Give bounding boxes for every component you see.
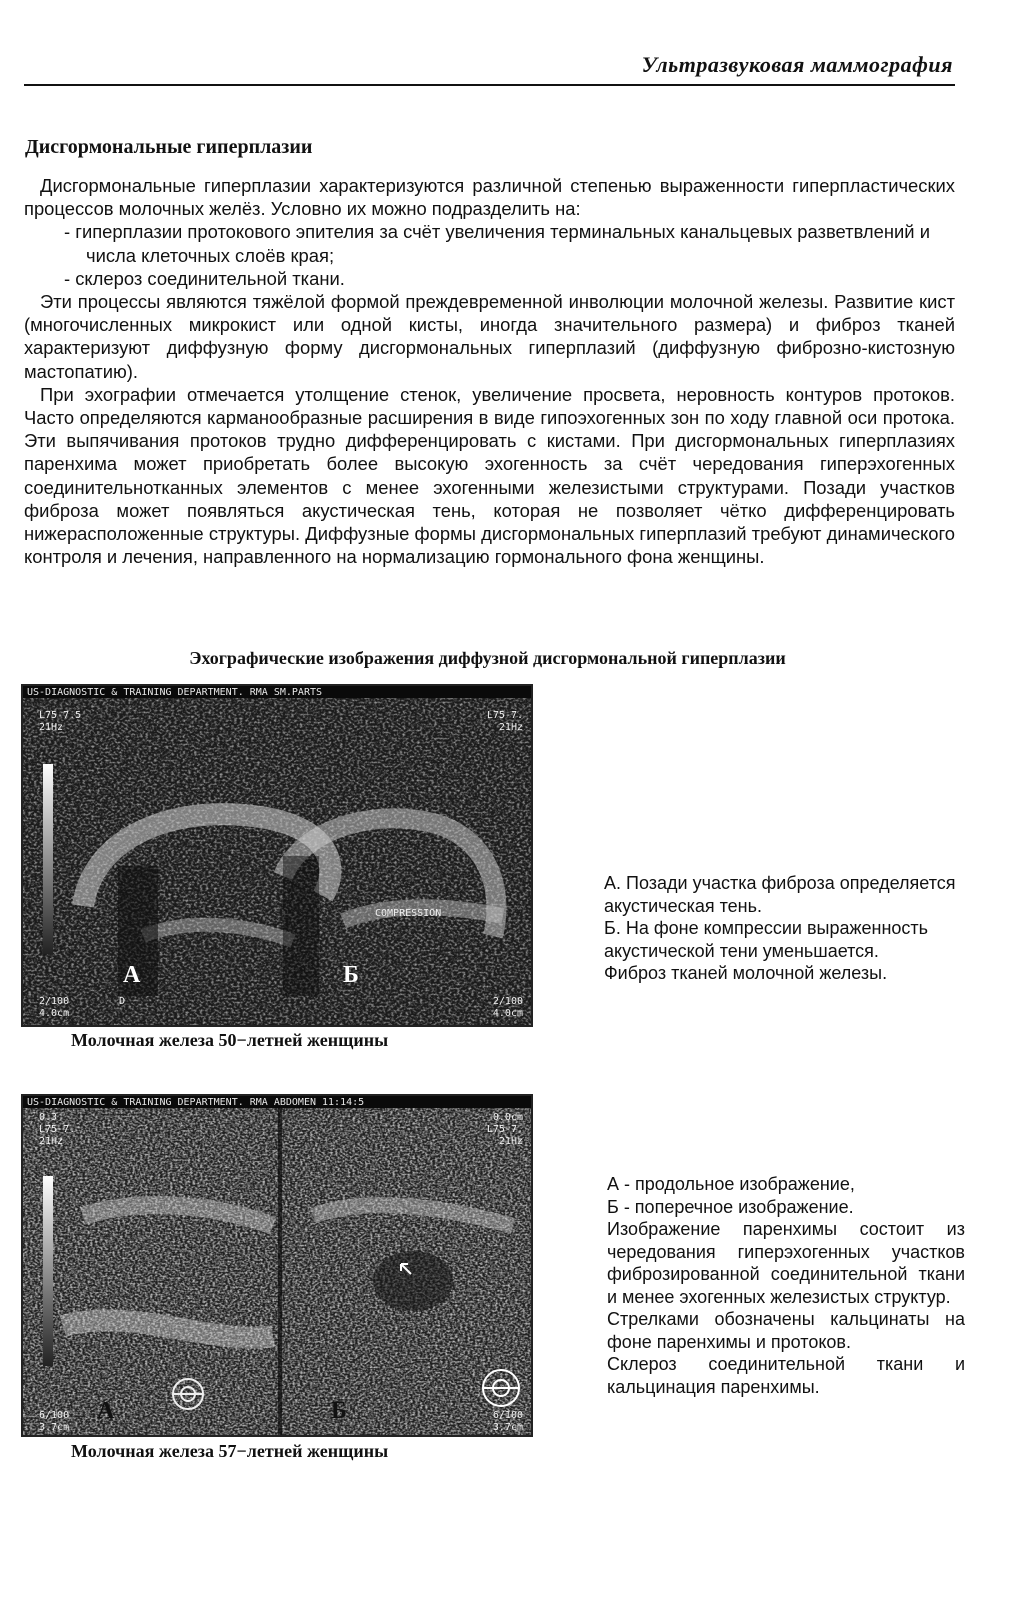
ultrasound-image-2 bbox=[21, 1094, 533, 1437]
depth-label-right: 3.7cm bbox=[492, 1422, 523, 1433]
paragraph-involution: Эти процессы являются тяжёлой формой преждевременной инволюции молочной железы. Развитие кист (многочисленных микрокист или одной кисты, иногда значительного размера) и фиброз тканей характеризуют диффузную форму дисгормональных гиперплазий (диффузную фиброзно-кистозную мастопатию). bbox=[24, 291, 955, 382]
figures-heading: Эхографические изображения диффузной дисгормональной гиперплазии bbox=[189, 648, 786, 668]
panel-label-b: Б bbox=[343, 962, 359, 988]
scan-header: US-DIAGNOSTIC & TRAINING DEPARTMENT. RMA ABDOMEN 11:14:5 bbox=[27, 1097, 365, 1108]
panel-label-a: А bbox=[97, 1398, 115, 1424]
note-line: А. Позади участка фиброза определяется акустическая тень. bbox=[604, 873, 956, 916]
note-line: Б. На фоне компрессии выраженность акустической тени уменьшается. bbox=[604, 918, 929, 961]
list-item: - склероз соединительной ткани. bbox=[64, 267, 955, 290]
figure-2-notes bbox=[607, 1173, 965, 1398]
gain-label-right: 2/100 bbox=[492, 996, 523, 1007]
figure-1-notes bbox=[604, 872, 956, 985]
scan-header: US-DIAGNOSTIC & TRAINING DEPARTMENT. RMA SM.PARTS bbox=[27, 687, 323, 698]
gain-label-right: 6/100 bbox=[492, 1410, 523, 1421]
probe-label-right: L75-7. bbox=[486, 710, 523, 721]
note-line: А - продольное изображение, bbox=[607, 1174, 855, 1194]
body-text bbox=[24, 174, 955, 568]
section-title: Дисгормональные гиперплазии bbox=[25, 136, 313, 158]
depth-label-left: 3.7cm bbox=[39, 1422, 70, 1433]
ultrasound-image-1 bbox=[21, 684, 533, 1027]
probe-label-left: L75-7.5 bbox=[39, 710, 82, 721]
gain-label-left: 2/100 bbox=[39, 996, 70, 1007]
d-label: D bbox=[119, 996, 126, 1007]
depth-top-right: 0.0cm bbox=[492, 1112, 523, 1123]
note-line: Стрелками обозначены кальцинаты на фоне паренхимы и протоков. bbox=[607, 1309, 965, 1352]
depth-label-left: 4.0cm bbox=[39, 1008, 70, 1019]
running-head-title: Ультразвуковая маммография bbox=[641, 52, 953, 77]
frequency-label-left: 21Hz bbox=[39, 1136, 64, 1147]
probe-label-right: L75-7. bbox=[486, 1124, 523, 1135]
frequency-label-left: 21Hz bbox=[39, 722, 64, 733]
compression-label: COMPRESSION bbox=[375, 908, 442, 919]
note-line: Фиброз тканей молочной железы. bbox=[604, 963, 888, 983]
ultrasound-scan-2 bbox=[23, 1096, 531, 1435]
note-line: Б - поперечное изображение. bbox=[607, 1196, 854, 1217]
ultrasound-scan-1 bbox=[23, 686, 531, 1025]
gain-label-left: 6/100 bbox=[39, 1410, 70, 1421]
frequency-label-right: 21Hz bbox=[498, 1136, 523, 1147]
figure-1-caption: Молочная железа 50−летней женщины bbox=[71, 1030, 389, 1050]
depth-label-right: 4.0cm bbox=[492, 1008, 523, 1019]
paragraph-echography: При эхографии отмечается утолщение стенок, увеличение просвета, неровность контуров протоков. Часто определяются карманообразные расширения в виде гипоэхогенных зон по ходу главной оси протока. Эти выпячивания протоков трудно дифференцировать с кистами. При дисгормональных гиперплазиях паренхима может приобретать более высокую эхогенность за счёт чередования гиперэхогенных соединительнотканных элементов с менее эхогенными железистыми структурами. Позади участков фиброза может появляться акустическая тень, которая не позволяет чётко дифференцировать нижерасположенные структуры. Диффузные формы дисгормональных гиперплазий требуют динамического контроля и лечения, направленного на нормализацию гормонального фона женщины. bbox=[24, 383, 955, 568]
panel-label-a: А bbox=[123, 962, 141, 988]
subtype-list bbox=[24, 220, 955, 290]
frequency-label-right: 21Hz bbox=[498, 722, 523, 733]
running-head bbox=[24, 48, 955, 86]
panel-label-b: Б bbox=[331, 1398, 347, 1424]
note-line: Склероз соединительной ткани и кальцинация паренхимы. bbox=[607, 1354, 965, 1397]
list-item: - гиперплазии протокового эпителия за счёт увеличения терминальных канальцевых разветвлений и числа клеточных слоёв края; bbox=[64, 220, 955, 266]
probe-label-left: L75-7. bbox=[39, 1124, 76, 1135]
figure-2-caption: Молочная железа 57−летней женщины bbox=[71, 1441, 389, 1461]
note-line: Изображение паренхимы состоит из чередования гиперэхогенных участков фиброзированной соединительной ткани и менее эхогенных железистых структур. bbox=[607, 1219, 965, 1307]
depth-top-left: 0.3 bbox=[39, 1112, 58, 1123]
paragraph-intro: Дисгормональные гиперплазии характеризуются различной степенью выраженности гиперпластических процессов молочных желёз. Условно их можно подразделить на: bbox=[24, 175, 955, 220]
